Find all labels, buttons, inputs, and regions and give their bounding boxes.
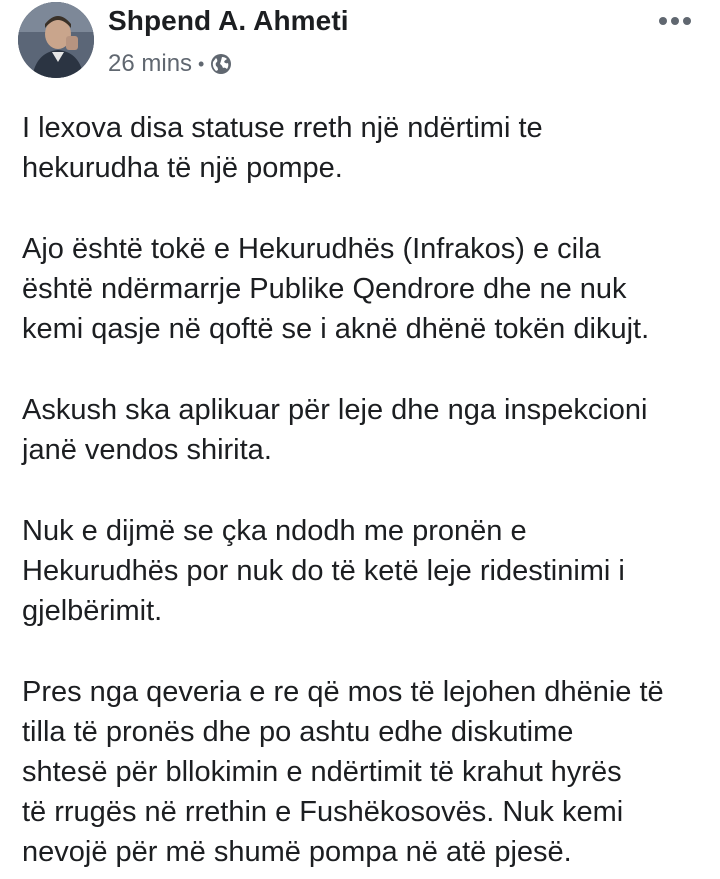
profile-photo-icon bbox=[18, 2, 94, 78]
post-paragraph: Askush ska aplikuar për leje dhe nga inspekcioni janë vendos shirita. bbox=[22, 394, 648, 466]
dot bbox=[683, 17, 691, 25]
post-meta bbox=[108, 48, 232, 80]
avatar[interactable] bbox=[18, 2, 94, 78]
post-time[interactable]: 26 mins bbox=[108, 50, 193, 77]
author-name[interactable]: Shpend A. Ahmeti bbox=[108, 5, 349, 36]
more-options-icon[interactable] bbox=[652, 2, 698, 40]
post-body bbox=[22, 108, 712, 872]
post-paragraph: I lexova disa statuse rreth një ndërtimi te hekurudha të një pompe. bbox=[22, 112, 543, 184]
dot bbox=[659, 17, 667, 25]
post-paragraph: Pres nga qeveria e re që mos të lejohen dhënie të tilla të pronës dhe po ashtu edhe diskutime shtesë për bllokimin e ndërtimit të krahut hyrës të rrugës në rrethin e Fushëkosovës. Nuk kemi nevojë për më shumë pompa në atë pjesë. bbox=[22, 676, 664, 868]
dot bbox=[671, 17, 679, 25]
post-paragraph: Nuk e dijmë se çka ndodh me pronën e Hekurudhës por nuk do të ketë leje ridestinimi i gjelbërimit. bbox=[22, 515, 625, 627]
meta-separator: • bbox=[198, 53, 205, 74]
globe-icon[interactable] bbox=[210, 53, 232, 75]
post-paragraph: Ajo është tokë e Hekurudhës (Infrakos) e cila është ndërmarrje Publike Qendrore dhe ne nuk kemi qasje në qoftë se i aknë dhënë tokën dikujt. bbox=[22, 233, 650, 345]
